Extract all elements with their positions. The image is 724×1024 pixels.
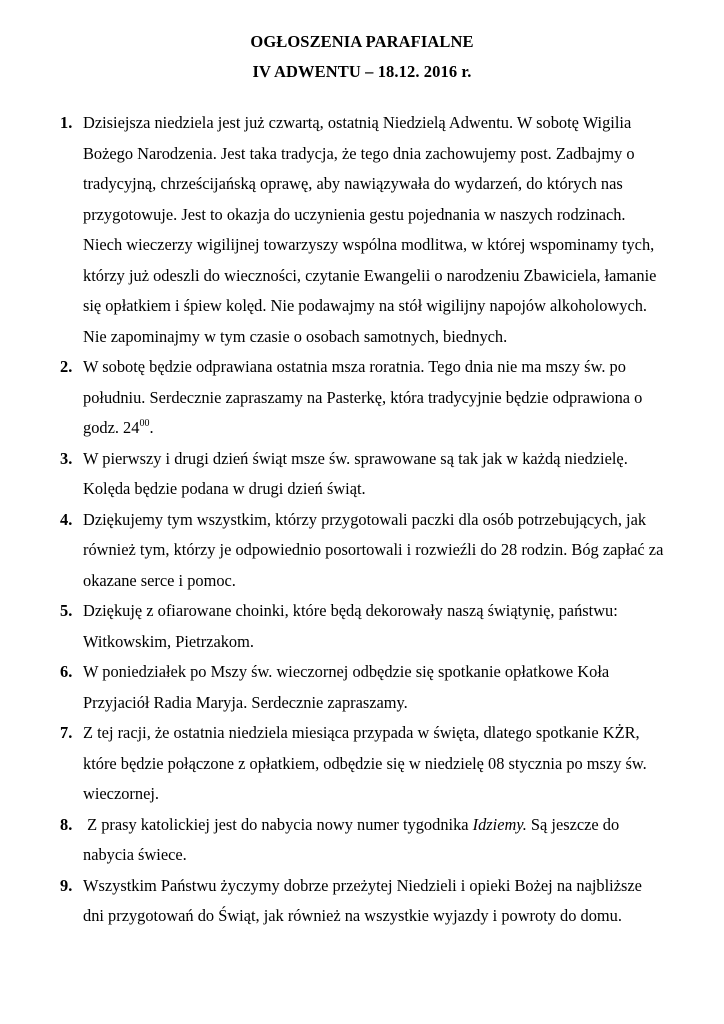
text-line: Dziękujemy tym wszystkim, którzy przygotowali paczki dla osób potrzebujących, jak [83, 509, 647, 529]
item-number: 7. [60, 723, 73, 742]
text-line: dni przygotowań do Świąt, jak również na wszystkie wyjazdy i powroty do domu. [83, 906, 622, 925]
text-line: Dzisiejsza niedziela jest już czwartą, ostatnią Niedzielą Adwentu. W sobotę Wigilia [83, 113, 632, 132]
text-line [83, 810, 700, 841]
list-item [60, 108, 700, 352]
item-text [80, 596, 700, 657]
list-item [60, 352, 700, 444]
time-suffix: . [149, 418, 154, 437]
list-item [60, 444, 700, 505]
text-line: Niech wieczerzy wigilijnej towarzyszy wspólna modlitwa, w której wspominamy tych, [83, 235, 655, 254]
text-line: przygotowuje. Jest to okazja do uczynienia gestu pojednania w naszych rodzinach. [83, 204, 626, 224]
magazine-title: Idziemy. [472, 814, 527, 834]
item-number: 9. [60, 875, 73, 895]
text-line: Nie zapominajmy w tym czasie o osobach samotnych, biednych. [83, 326, 508, 346]
item-number: 2. [60, 357, 73, 376]
list-item [60, 810, 700, 871]
item-number: 4. [60, 509, 73, 529]
text-line: W poniedziałek po Mszy św. wieczornej odbędzie się spotkanie opłatkowe Koła [83, 662, 610, 681]
time-prefix: godz. 24 [83, 418, 140, 437]
list-item [60, 871, 700, 932]
text-line: tradycyjną, chrześcijańską oprawę, aby nawiązywała do wydarzeń, do których nas [83, 174, 623, 193]
text-line: Dziękuję z ofiarowane choinki, które będą dekorowały naszą świątynię, państwu: [83, 601, 618, 620]
page-title: OGŁOSZENIA PARAFIALNE [250, 32, 474, 51]
text-line: W pierwszy i drugi dzień świąt msze św. sprawowane są tak jak w każdą niedzielę. [83, 448, 628, 468]
text-line: Witkowskim, Pietrzakom. [83, 631, 254, 651]
text-line: W sobotę będzie odprawiana ostatnia msza roratnia. Tego dnia nie ma mszy św. po [83, 357, 626, 376]
item-text [80, 657, 700, 718]
list-item [60, 657, 700, 718]
item-number: 1. [60, 113, 73, 132]
text-segment: Z prasy katolickiej jest do nabycia nowy numer tygodnika [83, 814, 473, 834]
text-line: Wszystkim Państwu życzymy dobrze przeżytej Niedzieli i opieki Bożej na najbliższe [83, 875, 642, 895]
item-text [80, 718, 700, 810]
item-text [80, 871, 700, 932]
item-number: 5. [60, 601, 73, 620]
page-subtitle: IV ADWENTU – 18.12. 2016 r. [252, 62, 472, 81]
text-line: Kolęda będzie podana w drugi dzień świąt. [83, 479, 366, 498]
text-line: którzy już odeszli do wieczności, czytanie Ewangelii o narodzeniu Zbawiciela, łamanie [83, 265, 657, 285]
list-item [60, 596, 700, 657]
list-item [60, 718, 700, 810]
time-line [83, 413, 700, 444]
item-text [80, 810, 700, 871]
time-superscript: 00 [139, 418, 150, 429]
text-line: Przyjaciół Radia Maryja. Serdecznie zapraszamy. [83, 692, 408, 712]
text-line: wieczornej. [83, 784, 159, 803]
item-text [80, 108, 700, 352]
text-line: południu. Serdecznie zapraszamy na Pasterkę, która tradycyjnie będzie odprawiona o [83, 387, 643, 407]
text-line: się opłatkiem i śpiew kolęd. Nie podawajmy na stół wigilijny napojów alkoholowych. [83, 296, 648, 315]
text-line: Bożego Narodzenia. Jest taka tradycja, że tego dnia zachowujemy post. Zadbajmy o [83, 143, 635, 163]
text-line: które będzie połączone z opłatkiem, odbędzie się w niedzielę 08 stycznia po mszy św. [83, 753, 647, 773]
item-text [80, 352, 700, 444]
item-number: 8. [60, 814, 73, 834]
text-line: okazane serce i pomoc. [83, 570, 236, 590]
text-segment: Są jeszcze do [526, 814, 620, 834]
announcement-list [60, 108, 700, 932]
text-line: Z tej racji, że ostatnia niedziela miesiąca przypada w święta, dlatego spotkanie KŻR, [83, 723, 640, 742]
item-number: 3. [60, 448, 73, 468]
text-line: nabycia świece. [83, 845, 187, 864]
item-text [80, 505, 700, 597]
text-line: również tym, którzy je odpowiednio posortowali i rozwieźli do 28 rodzin. Bóg zapłać za [83, 540, 664, 559]
item-text [80, 444, 700, 505]
item-number: 6. [60, 662, 73, 681]
list-item [60, 505, 700, 597]
